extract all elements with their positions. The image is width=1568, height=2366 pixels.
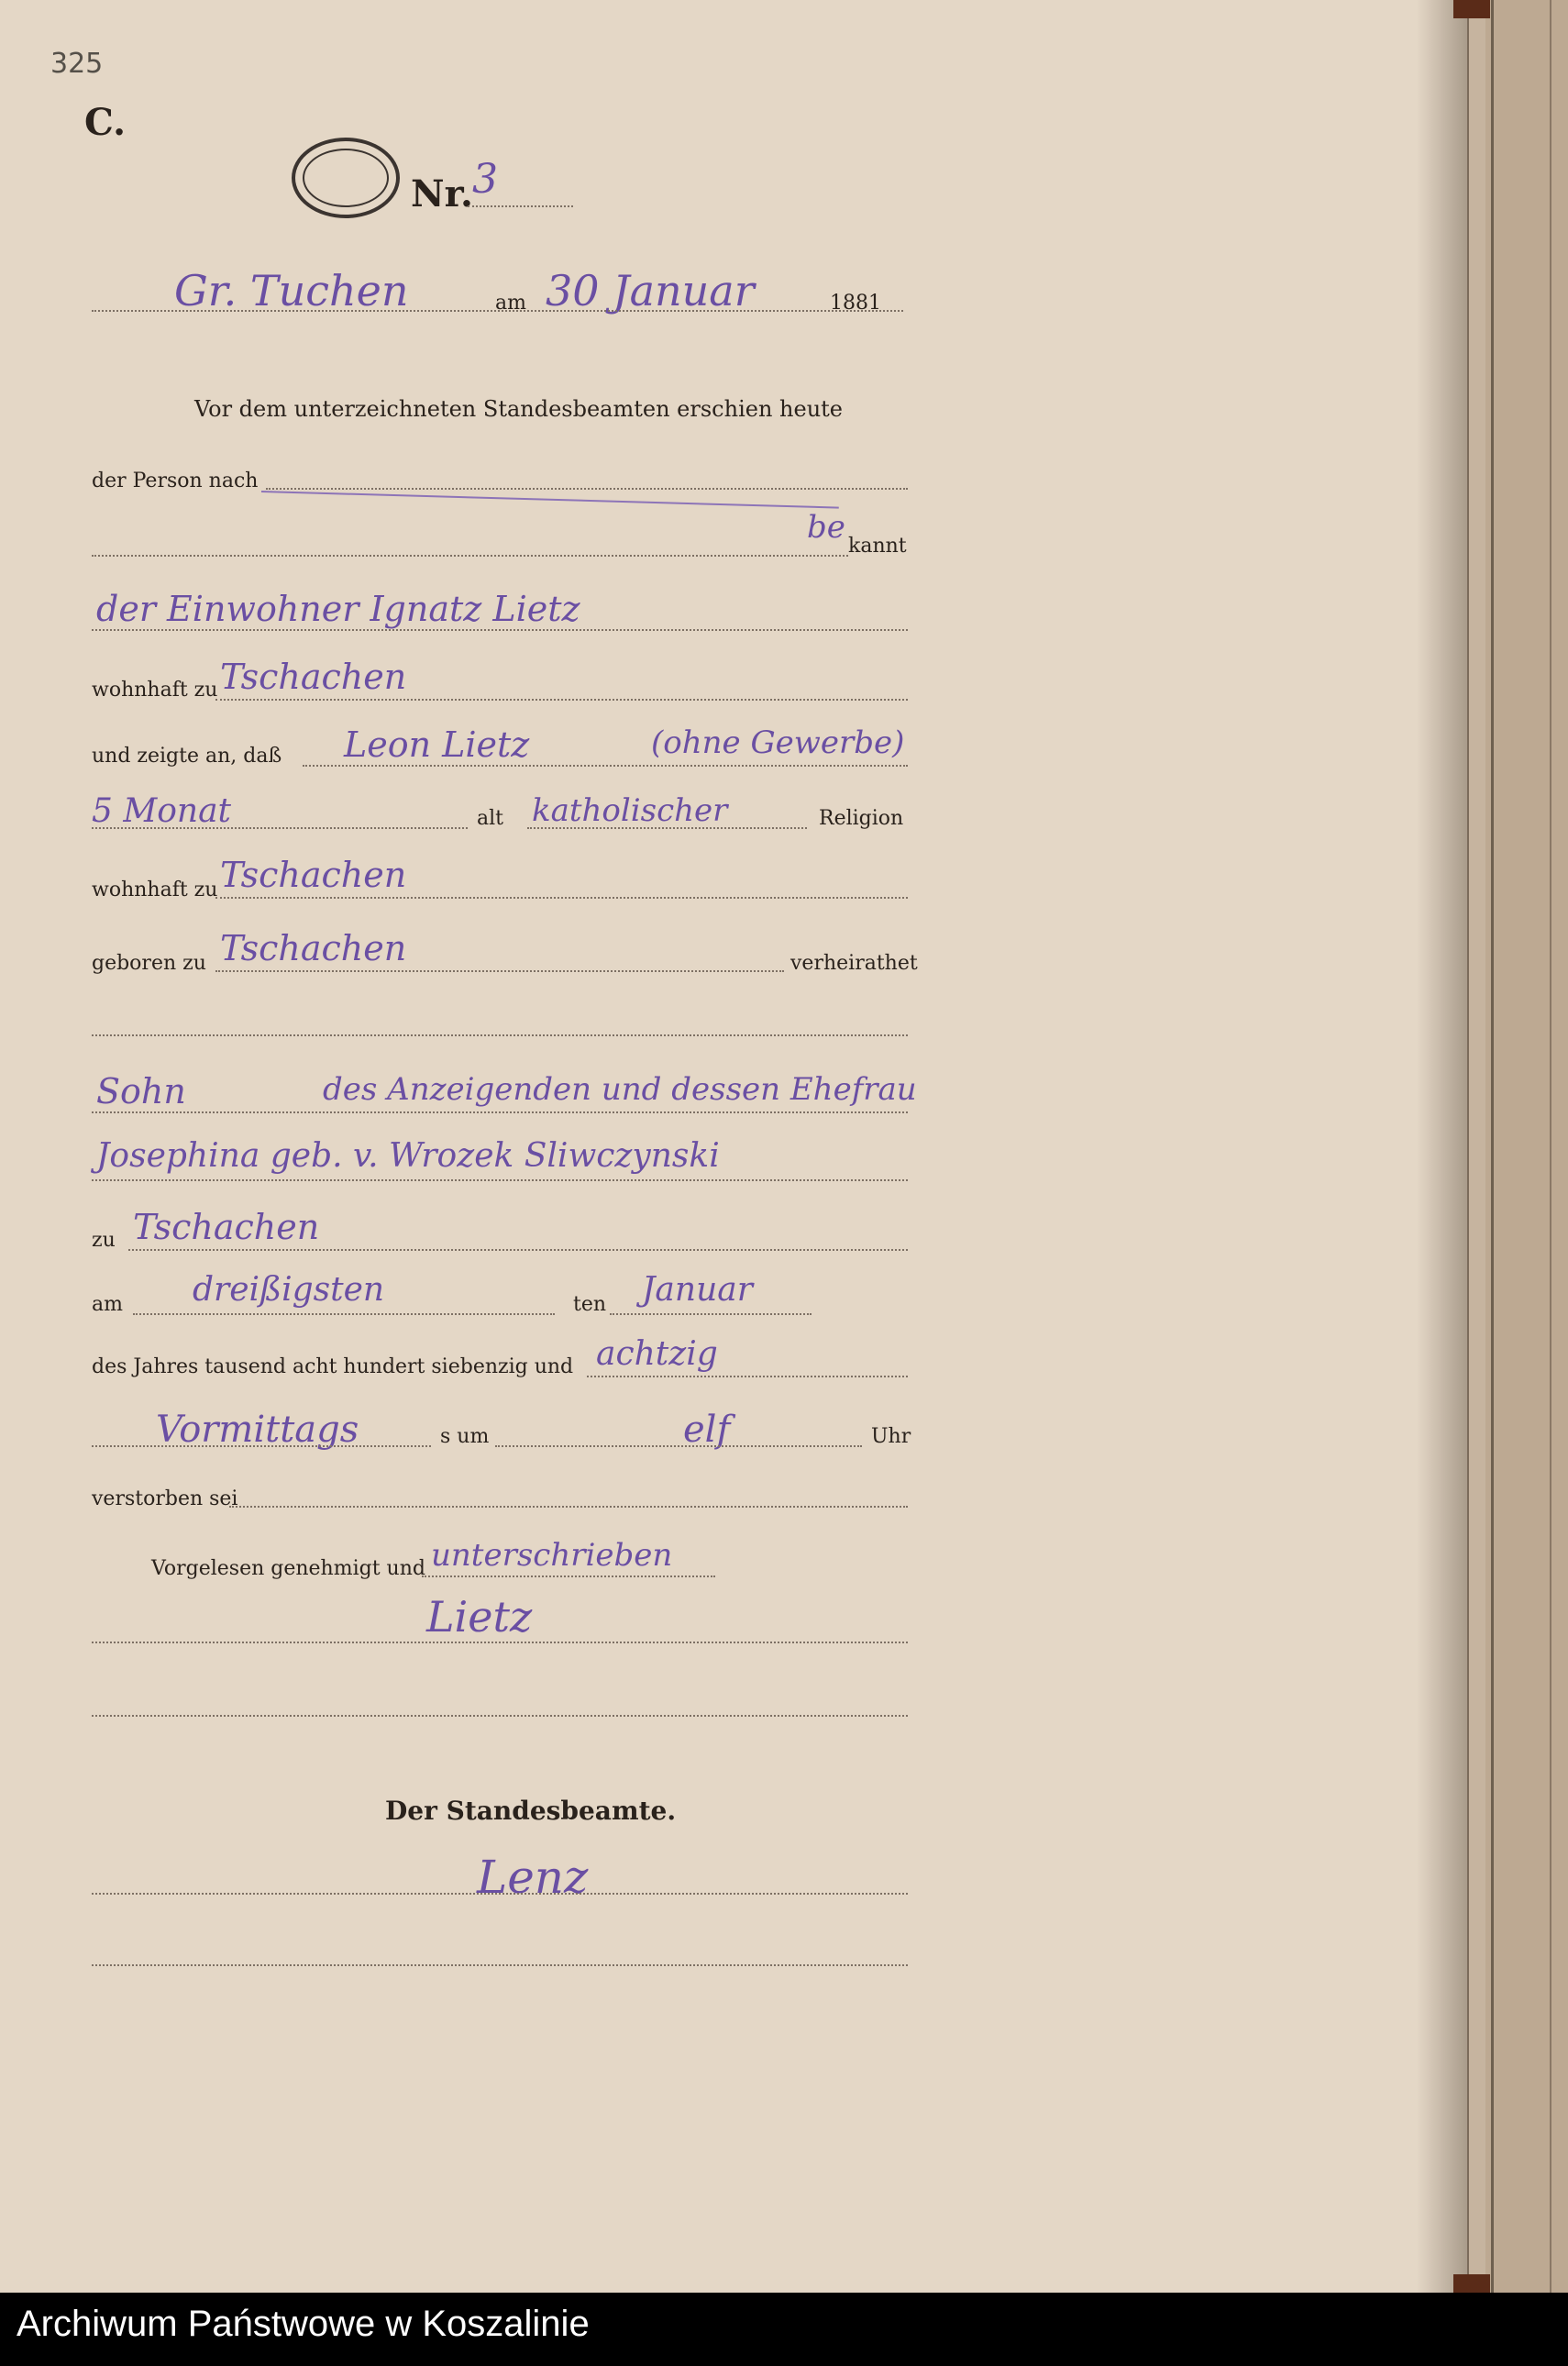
binding-line-2 [1550,0,1551,2293]
hour-label: Uhr [871,1425,911,1448]
residence-1-line [215,699,908,701]
parent-line-1-rule [92,1111,908,1113]
born-line [215,970,784,972]
archive-stamp [292,138,400,218]
date-handwritten: 30 Januar [546,266,755,315]
place-handwritten: Gr. Tuchen [174,266,409,315]
official-line-2 [92,1964,908,1966]
page-gutter-shadow [1417,0,1467,2293]
year-handwritten: achtzig [596,1335,718,1373]
binding-mark-top [1453,0,1490,18]
informant-signature: Lietz [426,1592,533,1642]
residence-1: Tschachen [220,657,407,697]
archive-caption-bar [0,2293,1568,2366]
record-number-label: Nr. [411,172,473,216]
married-label: verheirathet [790,952,918,975]
day-label: am [92,1293,123,1316]
parent-line-1: des Anzeigenden und dessen Ehefrau [323,1071,917,1108]
age-label: alt [477,807,503,830]
birthplace: Tschachen [220,928,407,968]
series-letter: C. [84,101,127,144]
time-suffix: s um [440,1425,490,1448]
person-line [266,488,908,490]
occupation: (ohne Gewerbe) [651,724,905,761]
time-line [92,1445,431,1447]
blank-line-1 [92,1034,908,1036]
year-label: des Jahres tausend acht hundert siebenzig und [92,1355,574,1378]
official-title: Der Standesbeamte. [385,1796,677,1826]
year-value: 1881 [830,292,881,315]
next-leaf-edge [1467,0,1487,2293]
record-number-line [468,205,573,207]
person-strike-line [261,491,839,509]
month-label: ten [573,1293,607,1316]
parent-line-2: Josephina geb. v. Wrozek Sliwczynski [96,1137,720,1175]
known-suffix: kannt [848,535,907,558]
parent-line-2-rule [92,1179,908,1181]
residence-2-line [215,897,908,899]
archive-name: Archiwum Państwowe w Koszalinie [17,2304,590,2344]
religion-value: katholischer [532,792,728,829]
informant-line [92,629,908,631]
hour-line [495,1445,862,1447]
residence-label-1: wohnhaft zu [92,679,218,702]
signature-line-2 [92,1715,908,1717]
month-value: Januar [642,1271,753,1309]
at-place: Tschachen [133,1207,320,1247]
parent-relation: Sohn [96,1071,186,1111]
binding-line-1 [1491,0,1494,2293]
informant-name: der Einwohner Ignatz Lietz [96,589,580,629]
announce-line [303,765,908,767]
known-handwritten: be [807,509,845,546]
died-label: verstorben sei [92,1487,238,1510]
official-signature: Lenz [477,1851,589,1904]
born-label: geboren zu [92,952,206,975]
year-line [587,1376,908,1377]
residence-2: Tschachen [220,855,407,895]
at-place-line [128,1249,908,1251]
deceased-name: Leon Lietz [344,724,530,765]
date-connector: am [495,292,526,315]
intro-text: Vor dem unterzeichneten Standesbeamten erschien heute [194,396,844,422]
at-label: zu [92,1229,116,1252]
religion-line [527,827,807,829]
read-line [422,1575,715,1577]
known-line [92,555,848,557]
person-label: der Person nach [92,470,259,492]
died-line [229,1506,908,1508]
hour-value: elf [683,1409,731,1451]
record-number: 3 [472,156,498,203]
official-line-1 [92,1893,908,1895]
stamp-inner-ring [303,149,389,207]
month-line [610,1313,812,1315]
read-label: Vorgelesen genehmigt und [151,1557,425,1580]
announce-label: und zeigte an, daß [92,745,282,768]
age-line [92,827,468,829]
signed-word: unterschrieben [431,1537,673,1574]
religion-label: Religion [819,807,904,830]
age-value: 5 Monat [92,792,231,830]
signature-line-1 [92,1642,908,1643]
residence-label-2: wohnhaft zu [92,879,218,901]
margin-note: 325 [50,48,104,80]
place-date-line [92,310,903,312]
day-value: dreißigsten [193,1271,385,1309]
day-line [133,1313,555,1315]
time-of-day: Vormittags [156,1409,359,1451]
binding-mark-bottom [1453,2274,1490,2293]
binding-edge [1485,0,1568,2293]
